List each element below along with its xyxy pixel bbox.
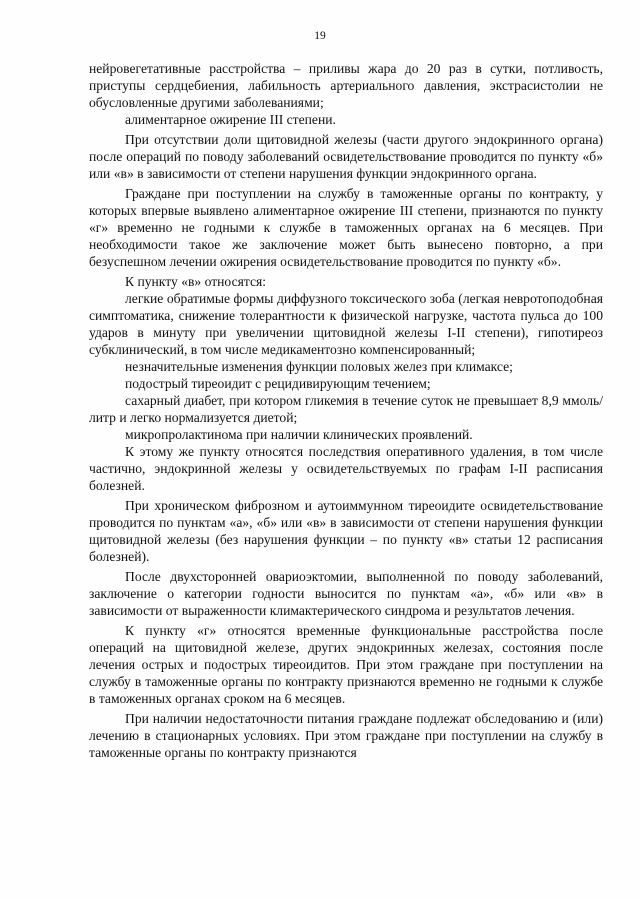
paragraph-7: незначительные изменения функции половых желез при климаксе; — [125, 359, 513, 374]
paragraph-8: подострый тиреоидит с рецидивирующим течением; — [125, 376, 431, 391]
paragraph-5: К пункту «в» относятся: — [125, 274, 267, 289]
paragraph-3: При отсутствии доли щитовидной железы (части другого эндокринного органа) после операций по поводу заболеваний освидетельствование проводится по пункту «б» или «в» в зависимости от степени нарушения функции эндокринного органа. — [89, 132, 603, 181]
paragraph-1: нейровегетативные расстройства – приливы жара до 20 раз в сутки, потливость, приступы сердцебиения, лабильность артериального давления, экстрасистолии не обусловленные другими заболеваниями; — [89, 61, 603, 110]
paragraph-2: алиментарное ожирение III степени. — [125, 112, 336, 127]
paragraph-11: К этому же пункту относятся последствия оперативного удаления, в том числе частично, эндокринной железы у освидетельствуемых по графам I-II расписания болезней. — [89, 444, 603, 493]
paragraph-10: микропролактинома при наличии клинических проявлений. — [125, 427, 473, 442]
paragraph-15: При наличии недостаточности питания граждане подлежат обследованию и (или) лечению в стационарных условиях. При этом граждане при поступлении на службу в таможенные органы по контракту признаются — [89, 711, 603, 760]
page-number: 19 — [314, 30, 326, 42]
paragraph-4: Граждане при поступлении на службу в таможенные органы по контракту, у которых впервые выявлено алиментарное ожирение III степени, признаются по пункту «г» временно не годными к службе в таможенных органах на 6 месяцев. При необходимости такое же заключение может быть вынесено повторно, а при безуспешном лечении ожирения освидетельствование проводится по пункту «б». — [89, 186, 603, 269]
paragraph-14: К пункту «г» относятся временные функциональные расстройства после операций на щитовидной железе, других эндокринных железах, состояния после лечения острых и подострых тиреоидитов. При этом граждане при поступлении на службу в таможенные органы по контракту признаются временно не годными к службе в таможенных органах сроком на 6 месяцев. — [89, 623, 603, 706]
document-body — [89, 60, 603, 761]
paragraph-13: После двухсторонней овариоэктомии, выполненной по поводу заболеваний, заключение о категории годности выносится по пунктам «а», «б» или «в» в зависимости от выраженности климактерического синдрома и результатов лечения. — [89, 569, 603, 618]
paragraph-6: легкие обратимые формы диффузного токсического зоба (легкая невротоподобная симптоматика, снижение толерантности к физической нагрузке, частота пульса до 100 ударов в минуту при увеличении щитовидной железы I-II степени), гипотиреоз субклинический, в том числе медикаментозно компенсированный; — [89, 291, 603, 357]
paragraph-12: При хроническом фиброзном и аутоиммунном тиреоидите освидетельствование проводится по пунктам «а», «б» или «в» в зависимости от степени нарушения функции щитовидной железы (без нарушения функции – по пункту «в» статьи 12 расписания болезней). — [89, 498, 603, 564]
paragraph-9: сахарный диабет, при котором гликемия в течение суток не превышает 8,9 ммоль/литр и легко нормализуется диетой; — [89, 393, 603, 425]
